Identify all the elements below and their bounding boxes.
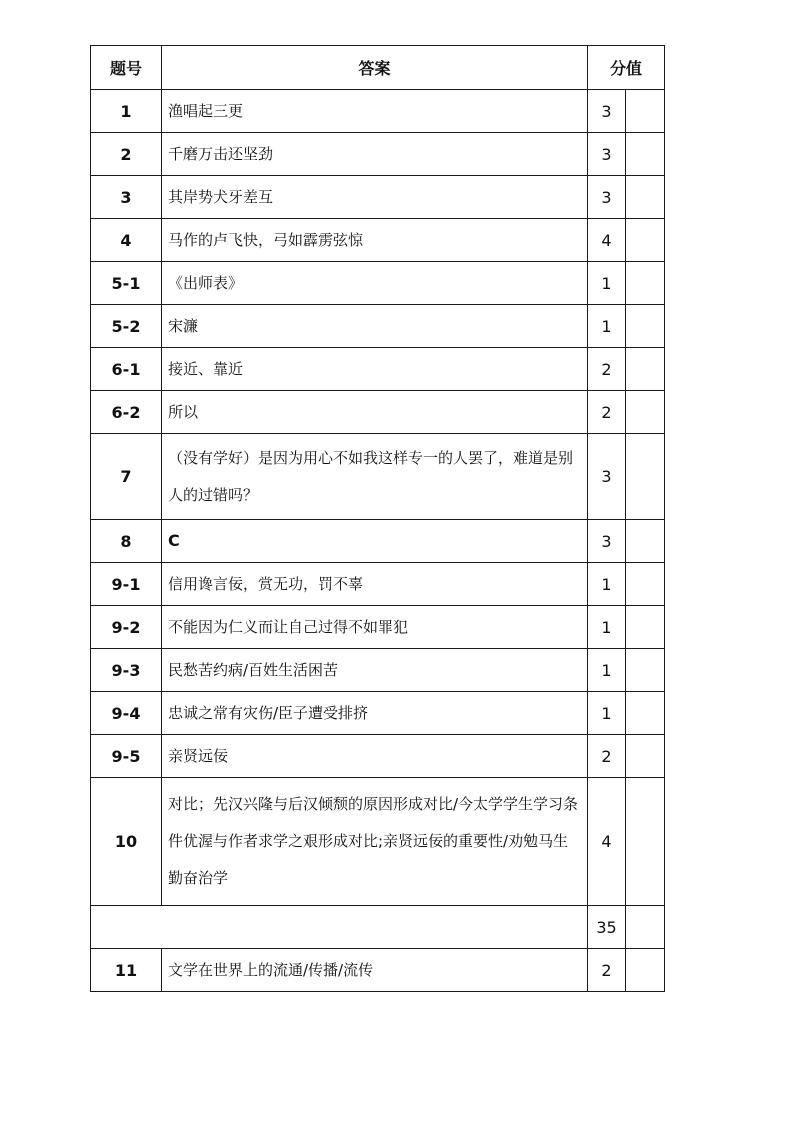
question-number: 2 xyxy=(91,133,162,176)
header-answer: 答案 xyxy=(162,46,588,90)
table-row xyxy=(91,133,665,176)
score-value: 2 xyxy=(588,391,626,434)
answer-text: 对比；先汉兴隆与后汉倾颓的原因形成对比/今太学学生学习条件优渥与作者求学之艰形成对比;亲贤远佞的重要性/劝勉马生勤奋治学 xyxy=(162,778,588,906)
blank-cell xyxy=(626,735,665,778)
table-row xyxy=(91,305,665,348)
blank-cell xyxy=(626,262,665,305)
blank-cell xyxy=(626,520,665,563)
blank-cell xyxy=(626,563,665,606)
score-value: 3 xyxy=(588,176,626,219)
table-row xyxy=(91,219,665,262)
blank-cell xyxy=(626,90,665,133)
question-number: 5-2 xyxy=(91,305,162,348)
answer-text: 渔唱起三更 xyxy=(162,90,588,133)
total-row xyxy=(91,906,665,949)
score-value: 1 xyxy=(588,262,626,305)
header-num: 题号 xyxy=(91,46,162,90)
answer-text: 文学在世界上的流通/传播/流传 xyxy=(162,949,588,992)
table-row xyxy=(91,520,665,563)
blank-cell xyxy=(626,778,665,906)
answer-text: 所以 xyxy=(162,391,588,434)
table-row xyxy=(91,692,665,735)
question-number: 10 xyxy=(91,778,162,906)
total-label-cell xyxy=(91,906,588,949)
table-row xyxy=(91,348,665,391)
blank-cell xyxy=(626,949,665,992)
answer-text: 其岸势犬牙差互 xyxy=(162,176,588,219)
blank-cell xyxy=(626,649,665,692)
blank-cell xyxy=(626,176,665,219)
score-value: 3 xyxy=(588,133,626,176)
answer-text: 千磨万击还坚劲 xyxy=(162,133,588,176)
question-number: 6-2 xyxy=(91,391,162,434)
blank-cell xyxy=(626,434,665,520)
score-value: 3 xyxy=(588,90,626,133)
question-number: 1 xyxy=(91,90,162,133)
question-number: 11 xyxy=(91,949,162,992)
table-row xyxy=(91,735,665,778)
score-value: 1 xyxy=(588,606,626,649)
question-number: 9-5 xyxy=(91,735,162,778)
header-score: 分值 xyxy=(588,46,665,90)
answer-text: 马作的卢飞快，弓如霹雳弦惊 xyxy=(162,219,588,262)
blank-cell xyxy=(626,606,665,649)
table-row xyxy=(91,563,665,606)
answer-text: 接近、靠近 xyxy=(162,348,588,391)
question-number: 5-1 xyxy=(91,262,162,305)
answer-text: C xyxy=(162,520,588,563)
question-number: 9-1 xyxy=(91,563,162,606)
score-value: 3 xyxy=(588,434,626,520)
answer-text: 不能因为仁义而让自己过得不如罪犯 xyxy=(162,606,588,649)
table-row xyxy=(91,262,665,305)
total-score: 35 xyxy=(588,906,626,949)
table-row xyxy=(91,778,665,906)
table-row xyxy=(91,949,665,992)
blank-cell xyxy=(626,133,665,176)
answer-text: 《出师表》 xyxy=(162,262,588,305)
answer-text: 亲贤远佞 xyxy=(162,735,588,778)
score-value: 1 xyxy=(588,563,626,606)
header-row xyxy=(91,46,665,90)
score-value: 4 xyxy=(588,219,626,262)
question-number: 9-2 xyxy=(91,606,162,649)
question-number: 6-1 xyxy=(91,348,162,391)
blank-cell xyxy=(626,906,665,949)
answer-text: 忠诚之常有灾伤/臣子遭受排挤 xyxy=(162,692,588,735)
question-number: 8 xyxy=(91,520,162,563)
table-row xyxy=(91,649,665,692)
score-value: 1 xyxy=(588,305,626,348)
blank-cell xyxy=(626,391,665,434)
table-row xyxy=(91,176,665,219)
table-row xyxy=(91,434,665,520)
answer-key-table xyxy=(90,45,665,992)
blank-cell xyxy=(626,305,665,348)
question-number: 4 xyxy=(91,219,162,262)
table-row xyxy=(91,90,665,133)
table-row xyxy=(91,391,665,434)
answer-text: 宋濂 xyxy=(162,305,588,348)
score-value: 2 xyxy=(588,348,626,391)
score-value: 2 xyxy=(588,949,626,992)
answer-text: （没有学好）是因为用心不如我这样专一的人罢了，难道是别人的过错吗？ xyxy=(162,434,588,520)
score-value: 2 xyxy=(588,735,626,778)
score-value: 3 xyxy=(588,520,626,563)
question-number: 9-4 xyxy=(91,692,162,735)
question-number: 9-3 xyxy=(91,649,162,692)
blank-cell xyxy=(626,348,665,391)
question-number: 3 xyxy=(91,176,162,219)
answer-text: 信用谗言佞，赏无功，罚不辜 xyxy=(162,563,588,606)
blank-cell xyxy=(626,219,665,262)
blank-cell xyxy=(626,692,665,735)
question-number: 7 xyxy=(91,434,162,520)
score-value: 4 xyxy=(588,778,626,906)
score-value: 1 xyxy=(588,692,626,735)
answer-text: 民愁苦约病/百姓生活困苦 xyxy=(162,649,588,692)
table-row xyxy=(91,606,665,649)
score-value: 1 xyxy=(588,649,626,692)
